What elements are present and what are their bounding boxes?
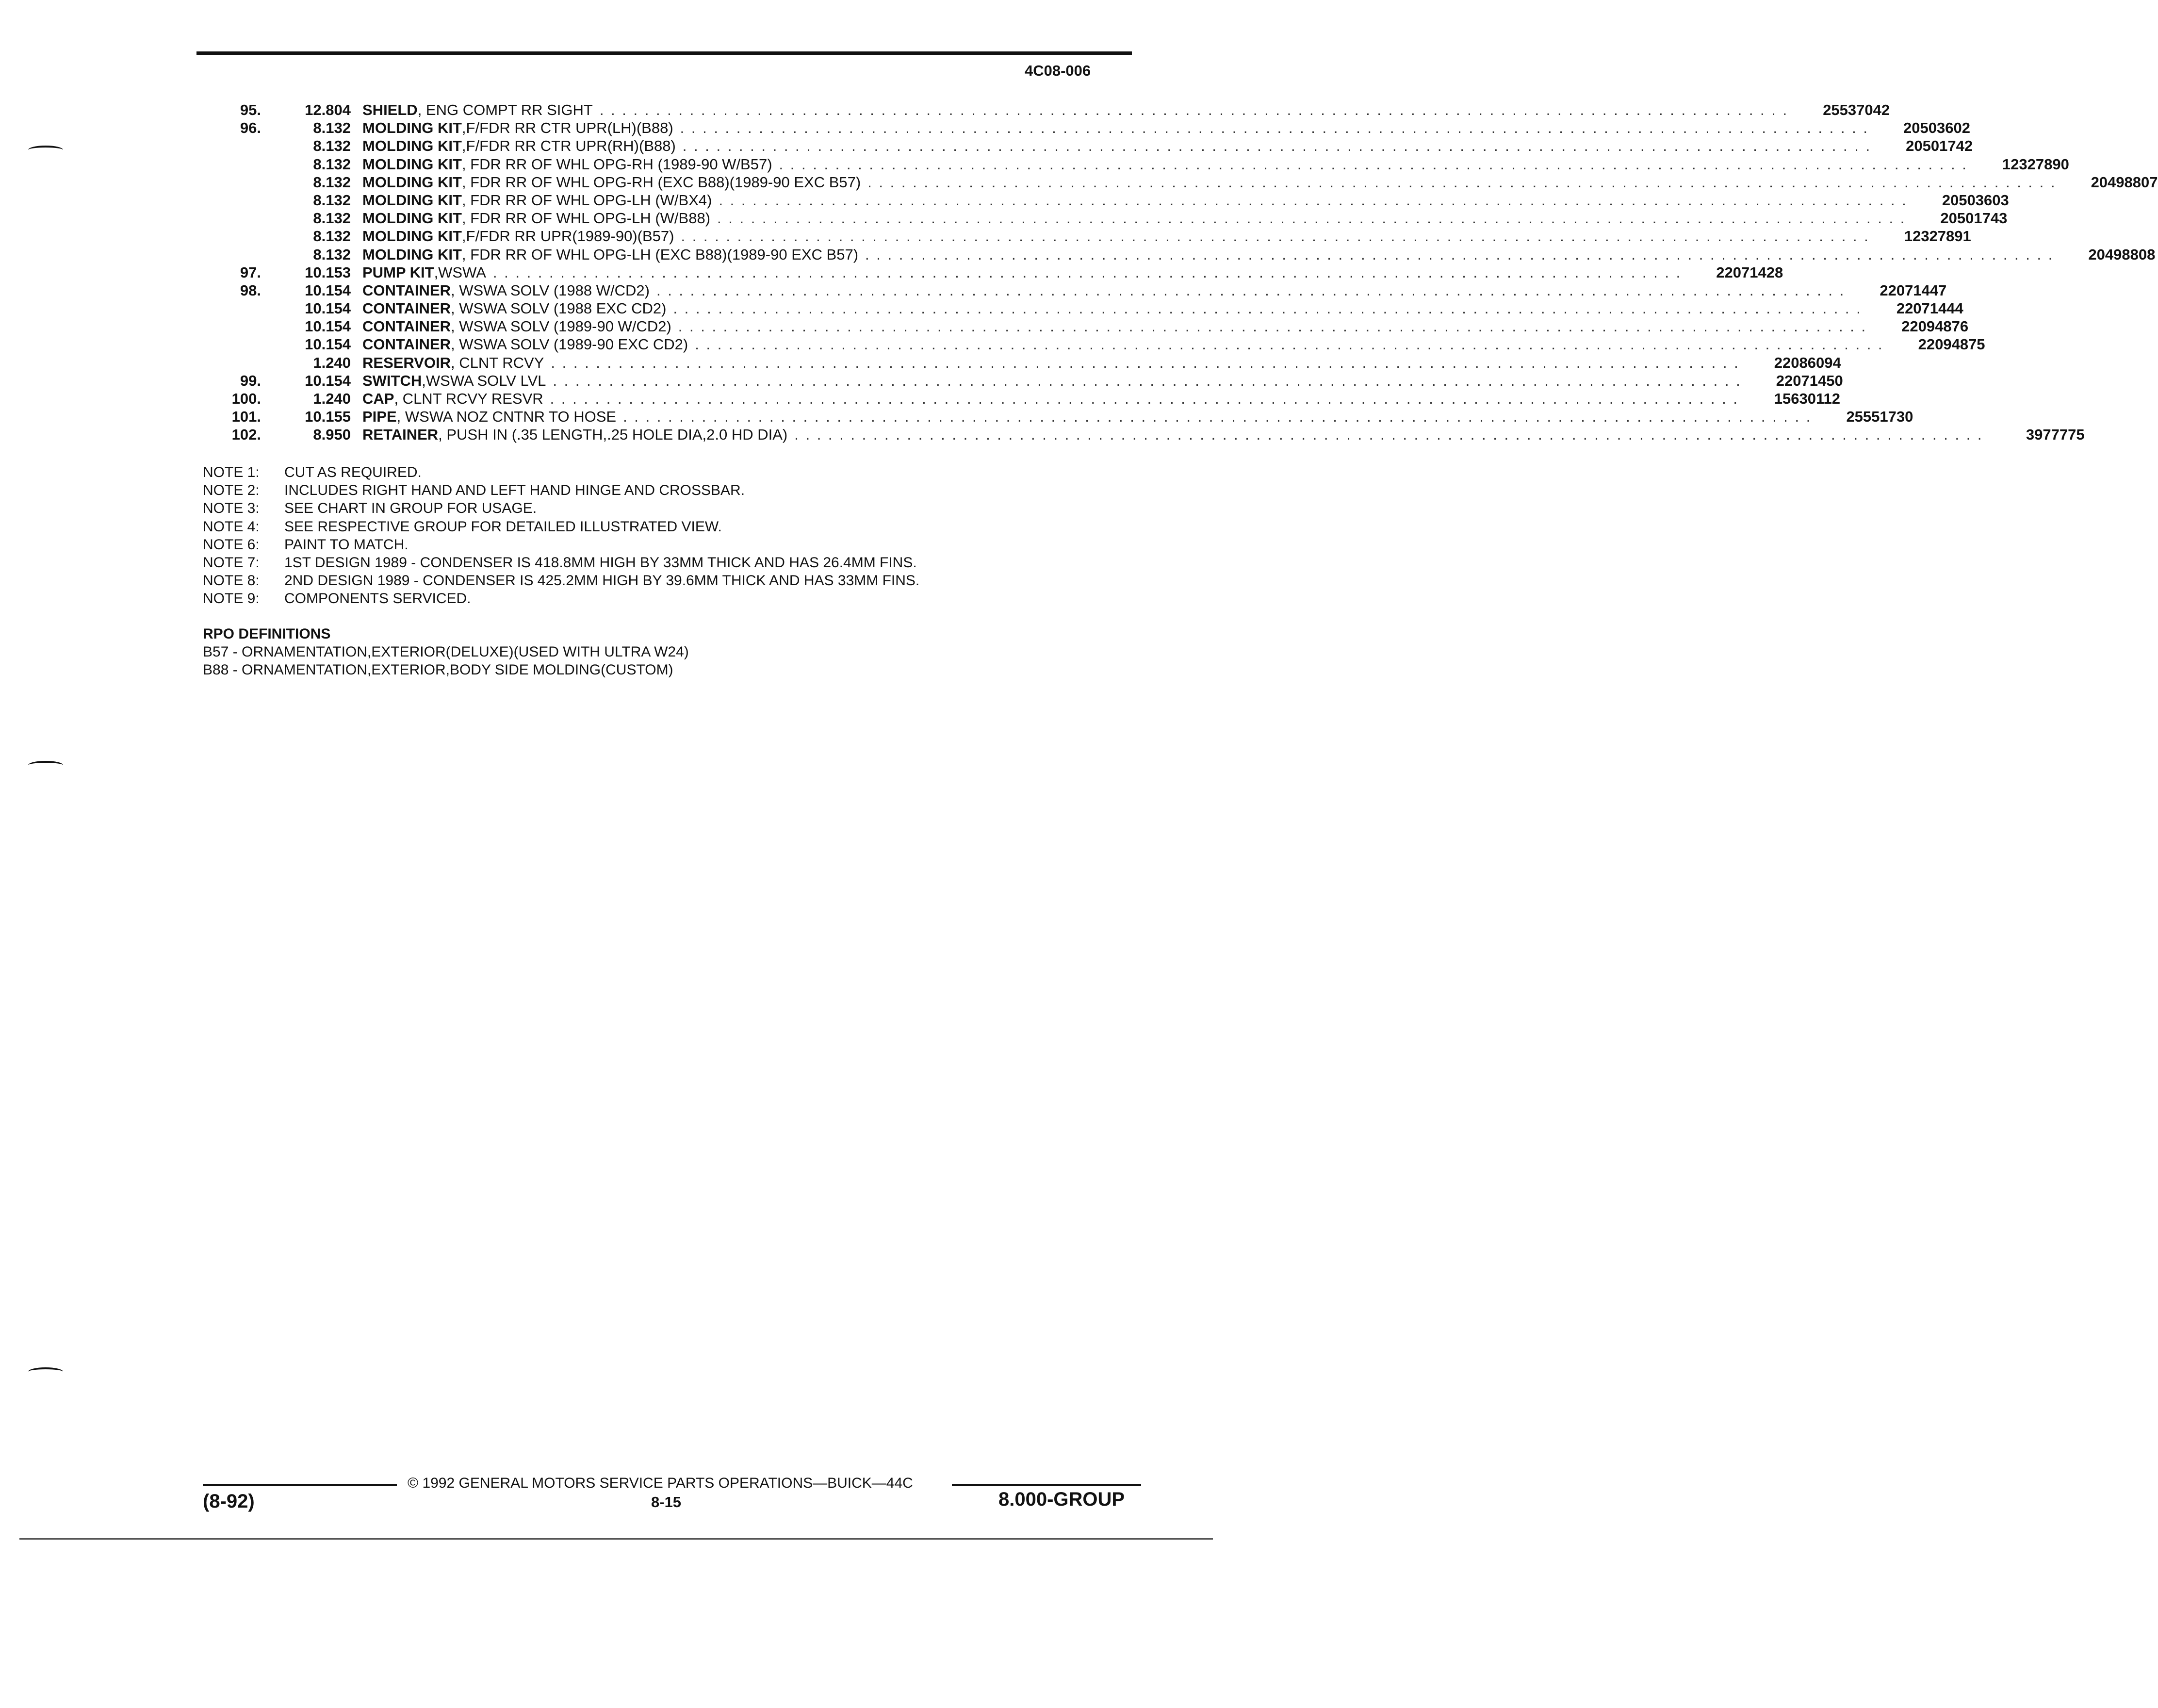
- note-row: [203, 481, 919, 499]
- note-row: [203, 518, 919, 536]
- dot-leader: . . . . . . . . . . . . . . . . . . . . . . . . . . . . . . . . . . . . . . . . . . . . . . . . . . . . . . . . . . . . . . . . . . . . . . . . . . . . . . . . . . . . . . . . . . . . . . . . . . . . . . . . . .: [656, 281, 1846, 299]
- part-row: [204, 317, 1969, 335]
- dot-leader: . . . . . . . . . . . . . . . . . . . . . . . . . . . . . . . . . . . . . . . . . . . . . . . . . . . . . . . . . . . . . . . . . . . . . . . . . . . . . . . . . . . . . . . . . . . . . . . . . . . . . . . . . .: [550, 390, 1739, 407]
- group-number: 10.154: [305, 372, 351, 389]
- dot-leader: . . . . . . . . . . . . . . . . . . . . . . . . . . . . . . . . . . . . . . . . . . . . . . . . . . . . . . . . . . . . . . . . . . . . . . . . . . . . . . . . . . . . . . . . . . . . . . . . . . . . . . . . . .: [865, 246, 2054, 263]
- note-label: NOTE 1:: [203, 464, 260, 480]
- note-text: 2ND DESIGN 1989 - CONDENSER IS 425.2MM HIGH BY 39.6MM THICK AND HAS 33MM FINS.: [284, 573, 920, 589]
- part-description: [362, 137, 1878, 155]
- part-detail: ,WSWA SOLV LVL: [422, 372, 546, 389]
- part-number: 25551730: [1846, 408, 1913, 426]
- part-description: [362, 155, 1975, 173]
- item-number: 97.: [240, 263, 261, 281]
- note-text: CUT AS REQUIRED.: [284, 464, 422, 480]
- part-detail: , CLNT RCVY: [451, 354, 544, 371]
- part-row: [204, 155, 2069, 173]
- item-number: 99.: [240, 372, 261, 389]
- part-name: SHIELD: [362, 101, 418, 118]
- group-number: 10.154: [305, 300, 351, 317]
- item-number: 98.: [240, 281, 261, 299]
- part-name: PUMP KIT: [362, 263, 434, 281]
- part-name: MOLDING KIT: [362, 228, 462, 245]
- item-number: 102.: [231, 426, 261, 443]
- binder-hole-mark: [28, 761, 63, 770]
- group-number: 10.153: [305, 263, 351, 281]
- part-row: [204, 426, 2085, 443]
- part-number: 20501742: [1906, 137, 1973, 155]
- part-row: [204, 354, 1841, 372]
- dot-leader: . . . . . . . . . . . . . . . . . . . . . . . . . . . . . . . . . . . . . . . . . . . . . . . . . . . . . . . . . . . . . . . . . . . . . . . . . . . . . . . . . . . . . . . . . . . . . . . . . . . . . . . . . .: [623, 408, 1812, 426]
- part-row: [204, 173, 2158, 191]
- item-number: 96.: [240, 119, 261, 137]
- part-name: MOLDING KIT: [362, 119, 462, 137]
- part-description: [362, 390, 1746, 408]
- dot-leader: . . . . . . . . . . . . . . . . . . . . . . . . . . . . . . . . . . . . . . . . . . . . . . . . . . . . . . . . . . . . . . . . . . . . . . . . . . . . . . . . . . . . . . . . . . . . . . . . . . . . . . . . . .: [553, 372, 1742, 389]
- part-number: 22094876: [1901, 318, 1969, 335]
- note-label: NOTE 8:: [203, 573, 260, 589]
- part-number: 22071428: [1716, 263, 1783, 281]
- group-number: 8.132: [313, 119, 351, 137]
- part-number: 22094875: [1918, 336, 1985, 353]
- part-row: [204, 191, 2009, 209]
- part-detail: , CLNT RCVY RESVR: [394, 390, 543, 407]
- part-detail: , FDR RR OF WHL OPG-LH (W/BX4): [461, 191, 712, 209]
- part-name: CONTAINER: [362, 281, 451, 299]
- binder-hole-mark: [28, 146, 63, 154]
- part-description: [362, 299, 1869, 317]
- part-number: 20498807: [2091, 173, 2158, 191]
- part-name: CONTAINER: [362, 336, 451, 353]
- note-label: NOTE 6:: [203, 536, 260, 553]
- part-name: MOLDING KIT: [362, 173, 462, 191]
- dot-leader: . . . . . . . . . . . . . . . . . . . . . . . . . . . . . . . . . . . . . . . . . . . . . . . . . . . . . . . . . . . . . . . . . . . . . . . . . . . . . . . . . . . . . . . . . . . . . . . . . . . . . . . . . .: [678, 318, 1867, 335]
- part-description: [362, 263, 1688, 281]
- part-detail: , FDR RR OF WHL OPG-RH (1989-90 W/B57): [461, 155, 772, 173]
- part-detail: ,F/FDR RR CTR UPR(RH)(B88): [461, 137, 676, 155]
- note-row: [203, 554, 919, 572]
- part-description: [362, 227, 1877, 245]
- notes-list: [203, 463, 919, 608]
- part-number: 3977775: [2026, 426, 2085, 443]
- part-description: [362, 246, 2060, 263]
- part-detail: , FDR RR OF WHL OPG-LH (W/B88): [461, 210, 711, 227]
- footer-copyright: © 1992 GENERAL MOTORS SERVICE PARTS OPERATIONS—BUICK—44C: [408, 1475, 913, 1491]
- part-row: [204, 281, 1947, 299]
- part-name: MOLDING KIT: [362, 210, 462, 227]
- group-number: 8.132: [313, 210, 351, 227]
- dot-leader: . . . . . . . . . . . . . . . . . . . . . . . . . . . . . . . . . . . . . . . . . . . . . . . . . . . . . . . . . . . . . . . . . . . . . . . . . . . . . . . . . . . . . . . . . . . . . . . . . . . . . . . . . .: [695, 336, 1884, 353]
- binder-hole-mark: [28, 1367, 63, 1376]
- part-description: [362, 335, 1891, 353]
- part-description: [362, 209, 1913, 227]
- part-name: MOLDING KIT: [362, 246, 462, 263]
- part-detail: , WSWA SOLV (1988 W/CD2): [450, 281, 650, 299]
- note-row: [203, 590, 919, 608]
- part-number: 12327890: [2002, 155, 2069, 173]
- note-text: PAINT TO MATCH.: [284, 536, 409, 553]
- part-row: [204, 101, 1890, 119]
- part-detail: ,WSWA: [434, 263, 486, 281]
- dot-leader: . . . . . . . . . . . . . . . . . . . . . . . . . . . . . . . . . . . . . . . . . . . . . . . . . . . . . . . . . . . . . . . . . . . . . . . . . . . . . . . . . . . . . . . . . . . . . . . . . . . . . . . . . .: [717, 210, 1906, 227]
- group-number: 8.132: [313, 173, 351, 191]
- note-row: [203, 536, 919, 554]
- part-name: SWITCH: [362, 372, 422, 389]
- group-number: 8.132: [313, 246, 351, 263]
- part-name: RETAINER: [362, 426, 439, 443]
- item-number: 101.: [231, 408, 261, 426]
- group-number: 10.154: [305, 318, 351, 335]
- note-label: NOTE 4:: [203, 518, 260, 535]
- group-number: 1.240: [313, 390, 351, 407]
- note-text: COMPONENTS SERVICED.: [284, 591, 471, 607]
- part-row: [204, 408, 1913, 426]
- part-detail: , FDR RR OF WHL OPG-RH (EXC B88)(1989-90 EXC B57): [461, 173, 861, 191]
- note-text: INCLUDES RIGHT HAND AND LEFT HAND HINGE AND CROSSBAR.: [284, 482, 745, 499]
- part-detail: ,F/FDR RR CTR UPR(LH)(B88): [461, 119, 673, 137]
- footer-rule-left: [203, 1484, 397, 1486]
- item-number: 100.: [231, 390, 261, 407]
- part-row: [204, 390, 1840, 408]
- dot-leader: . . . . . . . . . . . . . . . . . . . . . . . . . . . . . . . . . . . . . . . . . . . . . . . . . . . . . . . . . . . . . . . . . . . . . . . . . . . . . . . . . . . . . . . . . . . . . . . . . . . . . . . . . .: [599, 101, 1789, 118]
- part-description: [362, 119, 1876, 137]
- rpo-definition: B57 - ORNAMENTATION,EXTERIOR(DELUXE)(USED WITH ULTRA W24): [203, 644, 689, 660]
- footer-group: 8.000-GROUP: [998, 1489, 1125, 1510]
- group-number: 10.154: [305, 281, 351, 299]
- group-number: 8.132: [313, 228, 351, 245]
- dot-leader: . . . . . . . . . . . . . . . . . . . . . . . . . . . . . . . . . . . . . . . . . . . . . . . . . . . . . . . . . . . . . . . . . . . . . . . . . . . . . . . . . . . . . . . . . . . . . . . . . . . . . . . . . .: [682, 137, 1872, 155]
- dot-leader: . . . . . . . . . . . . . . . . . . . . . . . . . . . . . . . . . . . . . . . . . . . . . . . . . . . . . . . . . . . . . . . . . . . . . . . . . . . . . . . . . . . . . . . . . . . . . . . . . . . . . . . . . .: [673, 300, 1862, 317]
- rpo-definition: B88 - ORNAMENTATION,EXTERIOR,BODY SIDE MOLDING(CUSTOM): [203, 662, 673, 678]
- part-description: [362, 354, 1747, 372]
- note-row: [203, 499, 919, 517]
- part-row: [204, 227, 1971, 245]
- dot-leader: . . . . . . . . . . . . . . . . . . . . . . . . . . . . . . . . . . . . . . . . . . . . . . . . . . . . . . . . . . . . . . . . . . . . . . . . . . . . . . . . . . . . . . . . . . . . . . . . . . . . . . . . . .: [551, 354, 1740, 371]
- group-number: 10.155: [305, 408, 351, 426]
- note-label: NOTE 9:: [203, 591, 260, 607]
- part-name: MOLDING KIT: [362, 191, 462, 209]
- note-label: NOTE 2:: [203, 482, 260, 499]
- note-row: [203, 572, 919, 590]
- note-text: SEE CHART IN GROUP FOR USAGE.: [284, 500, 537, 517]
- part-number: 15630112: [1774, 390, 1840, 407]
- part-number: 12327891: [1904, 228, 1971, 245]
- part-number: 22086094: [1774, 354, 1841, 371]
- dot-leader: . . . . . . . . . . . . . . . . . . . . . . . . . . . . . . . . . . . . . . . . . . . . . . . . . . . . . . . . . . . . . . . . . . . . . . . . . . . . . . . . . . . . . . . . . . . . . . . . . . . . . . . . . .: [867, 173, 2057, 191]
- dot-leader: . . . . . . . . . . . . . . . . . . . . . . . . . . . . . . . . . . . . . . . . . . . . . . . . . . . . . . . . . . . . . . . . . . . . . . . . . . . . . . . . . . . . . . . . . . . . . . . . . . . . . . . . . .: [779, 155, 1968, 173]
- part-detail: , WSWA SOLV (1988 EXC CD2): [450, 300, 667, 317]
- part-number: 20503603: [1942, 191, 2009, 209]
- group-number: 12.804: [305, 101, 351, 118]
- group-number: 1.240: [313, 354, 351, 371]
- part-number: 22071447: [1880, 281, 1947, 299]
- dot-leader: . . . . . . . . . . . . . . . . . . . . . . . . . . . . . . . . . . . . . . . . . . . . . . . . . . . . . . . . . . . . . . . . . . . . . . . . . . . . . . . . . . . . . . . . . . . . . . . . . . . . . . . . . .: [680, 119, 1869, 137]
- part-detail: , WSWA SOLV (1989-90 W/CD2): [450, 318, 671, 335]
- part-row: [204, 335, 1985, 353]
- part-detail: ,F/FDR RR UPR(1989-90)(B57): [461, 228, 674, 245]
- part-number: 20501743: [1940, 210, 2008, 227]
- rpo-title: RPO DEFINITIONS: [203, 626, 331, 642]
- part-description: [362, 372, 1749, 390]
- note-text: SEE RESPECTIVE GROUP FOR DETAILED ILLUSTRATED VIEW.: [284, 518, 722, 535]
- part-name: CONTAINER: [362, 318, 451, 335]
- dot-leader: . . . . . . . . . . . . . . . . . . . . . . . . . . . . . . . . . . . . . . . . . . . . . . . . . . . . . . . . . . . . . . . . . . . . . . . . . . . . . . . . . . . . . . . . . . . . . . . . . . . . . . . . . .: [719, 191, 1908, 209]
- part-detail: , ENG COMPT RR SIGHT: [417, 101, 593, 118]
- part-description: [362, 426, 1990, 443]
- part-description: [362, 101, 1795, 119]
- part-name: CONTAINER: [362, 300, 451, 317]
- part-description: [362, 408, 1818, 426]
- page-code: 4C08-006: [1025, 62, 1091, 79]
- note-label: NOTE 3:: [203, 500, 260, 517]
- part-row: [204, 137, 1973, 155]
- part-number: 22071450: [1776, 372, 1843, 389]
- part-detail: , PUSH IN (.35 LENGTH,.25 HOLE DIA,2.0 HD DIA): [438, 426, 788, 443]
- note-label: NOTE 7:: [203, 554, 260, 571]
- part-number: 25537042: [1823, 101, 1890, 118]
- rpo-definitions: [203, 625, 689, 679]
- part-name: CAP: [362, 390, 394, 407]
- footer-page-number: 8-15: [651, 1494, 682, 1511]
- dot-leader: . . . . . . . . . . . . . . . . . . . . . . . . . . . . . . . . . . . . . . . . . . . . . . . . . . . . . . . . . . . . . . . . . . . . . . . . . . . . . . . . . . . . . . . . . . . . . . . . . . . . . . . . . .: [492, 263, 1682, 281]
- note-text: 1ST DESIGN 1989 - CONDENSER IS 418.8MM HIGH BY 33MM THICK AND HAS 26.4MM FINS.: [284, 554, 917, 571]
- part-row: [204, 263, 1783, 281]
- part-row: [204, 246, 2156, 263]
- part-description: [362, 281, 1852, 299]
- group-number: 8.132: [313, 155, 351, 173]
- part-row: [204, 119, 1970, 137]
- part-number: 20503602: [1903, 119, 1970, 137]
- part-description: [362, 191, 1914, 209]
- group-number: 8.950: [313, 426, 351, 443]
- part-name: RESERVOIR: [362, 354, 451, 371]
- dot-leader: . . . . . . . . . . . . . . . . . . . . . . . . . . . . . . . . . . . . . . . . . . . . . . . . . . . . . . . . . . . . . . . . . . . . . . . . . . . . . . . . . . . . . . . . . . . . . . . . . . . . . . . . . .: [681, 228, 1870, 245]
- part-detail: , FDR RR OF WHL OPG-LH (EXC B88)(1989-90 EXC B57): [461, 246, 859, 263]
- group-number: 8.132: [313, 191, 351, 209]
- group-number: 10.154: [305, 336, 351, 353]
- footer-revision: (8-92): [203, 1491, 255, 1512]
- bottom-edge-rule: [19, 1538, 1213, 1540]
- item-number: 95.: [240, 101, 261, 118]
- footer-rule-right: [952, 1484, 1141, 1486]
- part-name: MOLDING KIT: [362, 137, 462, 155]
- part-number: 20498808: [2088, 246, 2156, 263]
- part-detail: , WSWA NOZ CNTNR TO HOSE: [396, 408, 617, 426]
- part-detail: , WSWA SOLV (1989-90 EXC CD2): [450, 336, 688, 353]
- part-row: [204, 372, 1843, 390]
- header-rule: [196, 51, 1132, 55]
- part-number: 22071444: [1896, 300, 1963, 317]
- part-row: [204, 209, 2008, 227]
- group-number: 8.132: [313, 137, 351, 155]
- part-description: [362, 317, 1874, 335]
- part-row: [204, 299, 1963, 317]
- part-name: PIPE: [362, 408, 397, 426]
- dot-leader: . . . . . . . . . . . . . . . . . . . . . . . . . . . . . . . . . . . . . . . . . . . . . . . . . . . . . . . . . . . . . . . . . . . . . . . . . . . . . . . . . . . . . . . . . . . . . . . . . . . . . . . . . .: [794, 426, 1983, 443]
- part-name: MOLDING KIT: [362, 155, 462, 173]
- parts-list: [204, 101, 2158, 444]
- note-row: [203, 463, 919, 481]
- part-description: [362, 173, 2063, 191]
